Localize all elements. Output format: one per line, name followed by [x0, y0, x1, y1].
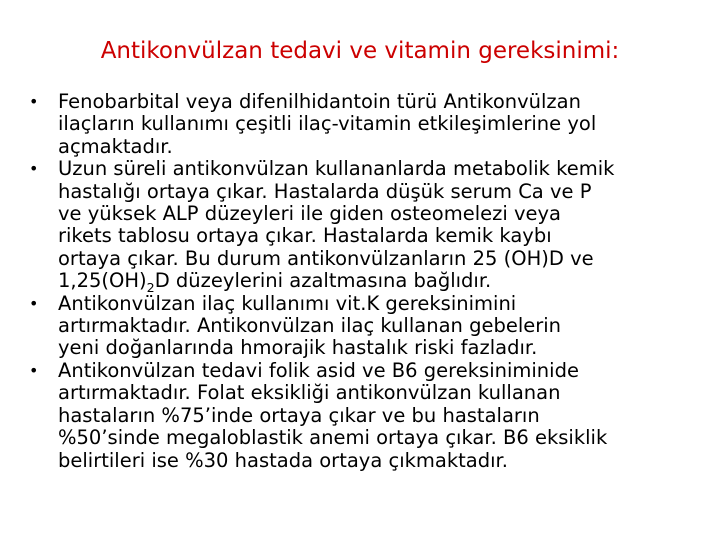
bullet-text-line: Antikonvülzan ilaç kullanımı vit.K gereksinimini — [58, 291, 517, 315]
bullet-text-line: Antikonvülzan tedavi folik asid ve B6 gereksiniminide — [58, 358, 579, 382]
vitamin-d-formula-prefix: 1,25(OH) — [58, 269, 147, 293]
bullet-text-line: ilaçların kullanımı çeşitli ilaç-vitamin etkileşimlerine yol — [58, 112, 597, 136]
bullet-text-line: artırmaktadır. Folat eksikliği antikonvülzan kullanan — [58, 381, 561, 405]
bullet-text-line-with-subscript — [58, 269, 714, 296]
bullet-text-line: artırmaktadır. Antikonvülzan ilaç kullanan gebelerin — [58, 314, 562, 338]
bullet-icon: • — [29, 293, 39, 313]
bullet-item-vitamin-k — [28, 293, 714, 360]
bullet-text-line: %50’sinde megaloblastik anemi ortaya çıkar. B6 eksiklik — [58, 426, 608, 450]
bullet-text-line: ortaya çıkar. Bu durum antikonvülzanların 25 (OH)D ve — [58, 246, 594, 270]
bullet-text-line: hastalığı ortaya çıkar. Hastalarda düşük serum Ca ve P — [58, 179, 592, 203]
bullet-icon: • — [29, 360, 39, 380]
bullet-icon: • — [29, 159, 39, 179]
bullet-text-line: rikets tablosu ortaya çıkar. Hastalarda kemik kaybı — [58, 224, 552, 248]
bullet-icon: • — [29, 92, 39, 111]
bullet-text-line: Uzun süreli antikonvülzan kullananlarda metabolik kemik — [58, 157, 615, 181]
bullet-list — [28, 91, 714, 472]
bullet-item-phenobarbital — [28, 91, 714, 158]
vitamin-d-formula-subscript: 2 — [146, 280, 155, 296]
bullet-text-line: Fenobarbital veya difenilhidantoin türü Antikonvülzan — [58, 90, 581, 113]
bullet-text-line: yeni doğanlarında hmorajik hastalık riski fazladır. — [58, 336, 538, 360]
bullet-text-line: açmaktadır. — [58, 134, 173, 158]
bullet-text-line: hastaların %75’inde ortaya çıkar ve bu hastaların — [58, 403, 540, 427]
bullet-item-bone-disease — [28, 157, 714, 296]
slide-title: Antikonvülzan tedavi ve vitamin gereksinimi: — [100, 38, 620, 64]
bullet-text-line: belirtileri ise %30 hastada ortaya çıkmaktadır. — [58, 448, 508, 472]
vitamin-d-formula-suffix: D düzeylerini azaltmasına bağlıdır. — [154, 269, 492, 293]
bullet-item-folic-acid-b6 — [28, 360, 714, 472]
bullet-text-line: ve yüksek ALP düzeyleri ile giden osteomelezi veya — [58, 202, 562, 226]
